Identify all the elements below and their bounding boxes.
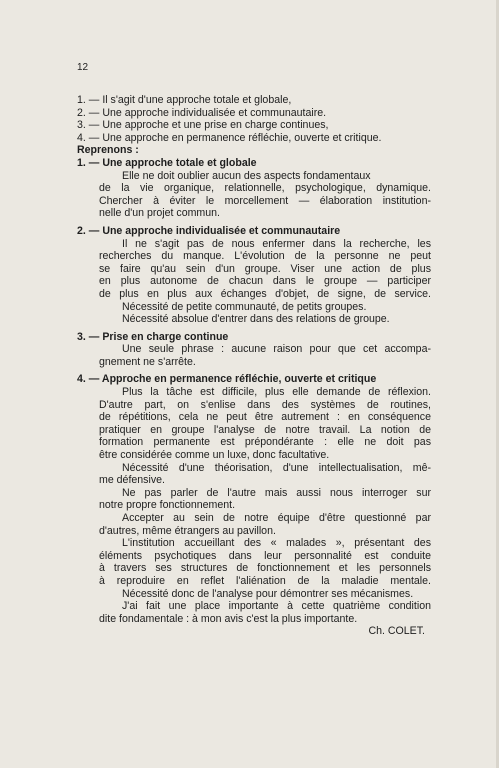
text-line: en plus autonome de chacun dans le groupe — participer	[99, 275, 431, 288]
text-line: se faire qu'au sein d'un groupe. Viser une action de plus	[99, 262, 431, 275]
text-line: Nécessité d'une théorisation, d'une intellectualisation, mê-	[122, 461, 431, 474]
text-line: J'ai fait une place importante à cette quatrième condition	[122, 600, 431, 613]
text-line: nelle d'un projet commun.	[99, 207, 220, 220]
text-line: Elle ne doit oublier aucun des aspects fondamentaux	[122, 169, 371, 182]
section-1-body	[77, 170, 431, 220]
text-line: Plus la tâche est difficile, plus elle demande de réflexion.	[122, 386, 431, 399]
article-body	[77, 94, 431, 638]
section-2-heading: 2. — Une approche individualisée et communautaire	[77, 224, 341, 237]
section-4-heading: 4. — Approche en permanence réfléchie, ouverte et critique	[77, 373, 377, 386]
text-line: Nécessité donc de l'analyse pour démontrer ses mécanismes.	[122, 587, 414, 600]
text-line: à reproduire en reflet l'aliénation de la maladie mentale.	[99, 574, 431, 587]
text-line: dite fondamentale : à mon avis c'est la plus importante.	[99, 612, 358, 625]
section-2-body	[77, 238, 431, 326]
section-3-heading: 3. — Prise en charge continue	[77, 330, 229, 343]
text-line: Nécessité absolue d'entrer dans des relations de groupe.	[122, 313, 390, 326]
intro-item: 3. — Une approche et une prise en charge continues,	[77, 119, 329, 132]
intro-item: 4. — Une approche en permanence réfléchie, ouverte et critique.	[77, 131, 382, 144]
text-line: Chercher à éviter le morcellement — élaboration institution-	[99, 194, 431, 207]
intro-item: 2. — Une approche individualisée et communautaire.	[77, 106, 327, 119]
text-line: Nécessité de petite communauté, de petits groupes.	[122, 300, 367, 313]
text-line: pratiquer en groupe l'analyse de notre travail. La notion de	[99, 423, 431, 436]
text-line: à travers ses structures de fonctionnement et les personnels	[99, 562, 431, 575]
text-line: Accepter au sein de notre équipe d'être questionné par	[122, 512, 431, 524]
section-3-body	[77, 343, 431, 368]
reprenons-heading: Reprenons :	[77, 144, 139, 157]
text-line: de plus en plus aux échanges d'objet, de signe, de service.	[99, 287, 431, 300]
author-signature: Ch. COLET.	[368, 625, 425, 638]
text-line: de répétitions, cela ne peut être autrement : en conséquence	[99, 411, 431, 424]
text-line: de la vie organique, relationnelle, psychologique, dynamique.	[99, 182, 431, 195]
text-line: éléments psychotiques dans leur personnalité est conduite	[99, 549, 431, 562]
text-line: Il ne s'agit pas de nous enfermer dans la recherche, les	[122, 237, 431, 250]
text-line: gnement ne s'arrête.	[99, 355, 196, 368]
page-number: 12	[77, 62, 89, 73]
text-line: être considérée comme un luxe, donc facultative.	[99, 449, 330, 462]
text-line: L'institution accueillant des « malades », présentant des	[122, 537, 431, 550]
text-line: formation permanente est prépondérante : elle ne doit pas	[99, 436, 431, 449]
section-4-body	[77, 386, 431, 625]
intro-list	[77, 94, 431, 144]
text-line: recherches du manque. L'évolution de la personne ne peut	[99, 250, 431, 263]
text-line: Une seule phrase : aucune raison pour que cet accompa-	[122, 343, 431, 356]
text-line: notre propre fonctionnement.	[99, 499, 236, 512]
text-line: D'autre part, on s'enlise dans des systèmes de routines,	[99, 398, 431, 411]
text-line: Ne pas parler de l'autre mais aussi nous interroger sur	[122, 486, 431, 499]
intro-item: 1. — Il s'agit d'une approche totale et globale,	[77, 94, 292, 106]
text-line: me défensive.	[99, 474, 165, 487]
text-line: d'autres, même étrangers au pavillon.	[99, 524, 276, 537]
section-1-heading: 1. — Une approche totale et globale	[77, 156, 257, 169]
